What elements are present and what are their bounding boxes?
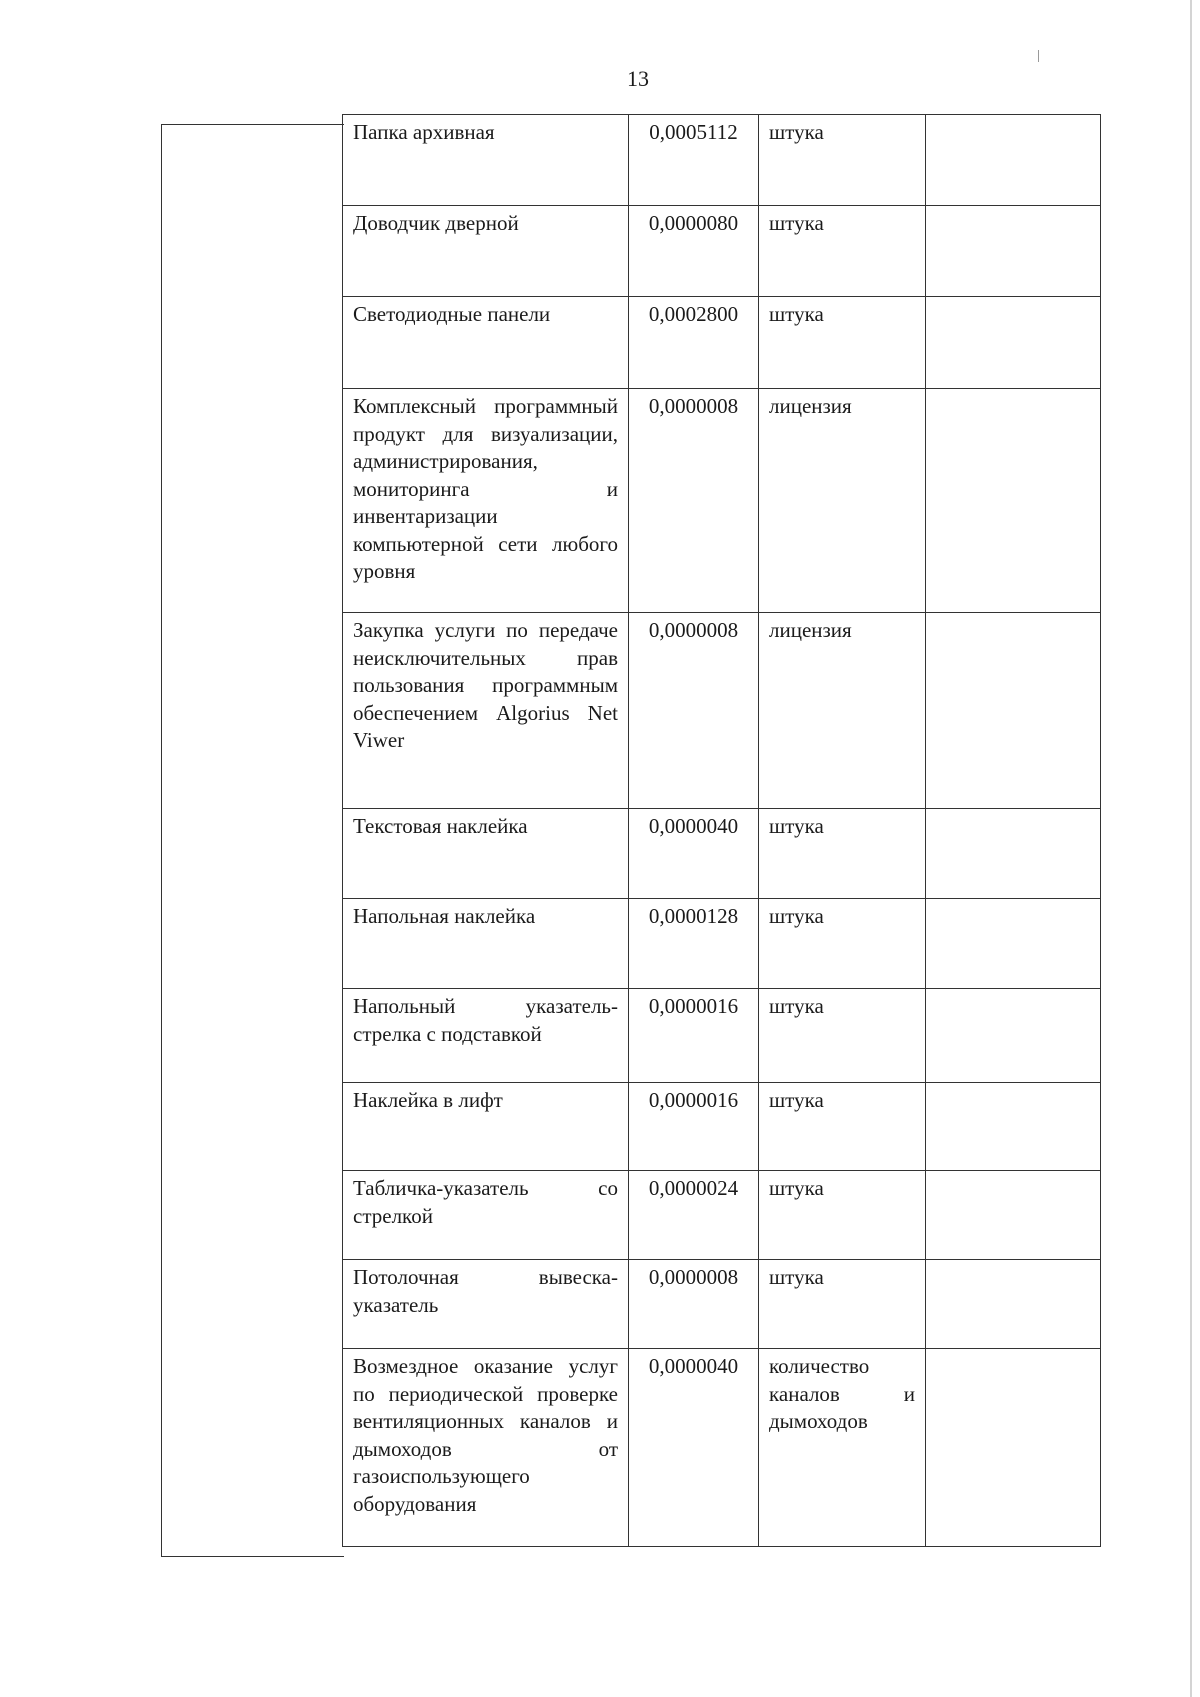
item-extra — [926, 899, 1101, 989]
item-quantity: 0,0000016 — [629, 1083, 759, 1171]
item-extra — [926, 389, 1101, 613]
item-extra — [926, 613, 1101, 809]
item-extra — [926, 1349, 1101, 1547]
item-name: Закупка услуги по передаче неисключительных прав пользования программным обеспечением Algorius Net Viwer — [343, 613, 629, 809]
item-name: Напольная наклейка — [343, 899, 629, 989]
item-name: Наклейка в лифт — [343, 1083, 629, 1171]
table-row — [343, 809, 1101, 899]
item-quantity: 0,0000024 — [629, 1171, 759, 1260]
items-table — [342, 114, 1101, 1547]
table-row — [343, 613, 1101, 809]
item-name: Доводчик дверной — [343, 206, 629, 297]
item-extra — [926, 989, 1101, 1083]
item-name: Напольный указатель-стрелка с подставкой — [343, 989, 629, 1083]
item-extra — [926, 1083, 1101, 1171]
item-unit: штука — [759, 899, 926, 989]
item-unit: лицензия — [759, 389, 926, 613]
item-extra — [926, 809, 1101, 899]
scan-mark — [1038, 50, 1039, 62]
item-quantity: 0,0000080 — [629, 206, 759, 297]
item-unit: штука — [759, 297, 926, 389]
table-row — [343, 989, 1101, 1083]
item-name: Папка архивная — [343, 115, 629, 206]
item-unit: лицензия — [759, 613, 926, 809]
item-quantity: 0,0000128 — [629, 899, 759, 989]
item-unit: штука — [759, 1260, 926, 1349]
item-extra — [926, 1171, 1101, 1260]
table-row — [343, 115, 1101, 206]
item-unit: штука — [759, 1171, 926, 1260]
table-row — [343, 899, 1101, 989]
item-unit: количество каналов и дымоходов — [759, 1349, 926, 1547]
item-name: Возмездное оказание услуг по периодической проверке вентиляционных каналов и дымоходов от газоиспользующего оборудования — [343, 1349, 629, 1547]
item-quantity: 0,0000008 — [629, 389, 759, 613]
item-name: Комплексный программный продукт для визуализации, администрирования, мониторинга и инвентаризации компьютерной сети любого уровня — [343, 389, 629, 613]
page-number: 13 — [627, 66, 649, 91]
item-extra — [926, 297, 1101, 389]
table-row — [343, 1260, 1101, 1349]
item-unit: штука — [759, 1083, 926, 1171]
table-row — [343, 1171, 1101, 1260]
item-unit: штука — [759, 206, 926, 297]
item-name: Табличка-указатель со стрелкой — [343, 1171, 629, 1260]
item-quantity: 0,0000016 — [629, 989, 759, 1083]
item-name: Потолочная вывеска-указатель — [343, 1260, 629, 1349]
page-edge-shadow — [1190, 0, 1192, 1697]
item-quantity: 0,0000040 — [629, 1349, 759, 1547]
table-left-column — [161, 124, 344, 1557]
item-quantity: 0,0000008 — [629, 613, 759, 809]
table-row — [343, 389, 1101, 613]
item-quantity: 0,0000040 — [629, 809, 759, 899]
item-name: Светодиодные панели — [343, 297, 629, 389]
item-quantity: 0,0005112 — [629, 115, 759, 206]
table-row — [343, 206, 1101, 297]
item-quantity: 0,0000008 — [629, 1260, 759, 1349]
item-extra — [926, 206, 1101, 297]
item-name: Текстовая наклейка — [343, 809, 629, 899]
item-extra — [926, 115, 1101, 206]
table-row — [343, 1349, 1101, 1547]
table-row — [343, 1083, 1101, 1171]
item-unit: штука — [759, 809, 926, 899]
table-row — [343, 297, 1101, 389]
item-quantity: 0,0002800 — [629, 297, 759, 389]
item-extra — [926, 1260, 1101, 1349]
item-unit: штука — [759, 989, 926, 1083]
item-unit: штука — [759, 115, 926, 206]
